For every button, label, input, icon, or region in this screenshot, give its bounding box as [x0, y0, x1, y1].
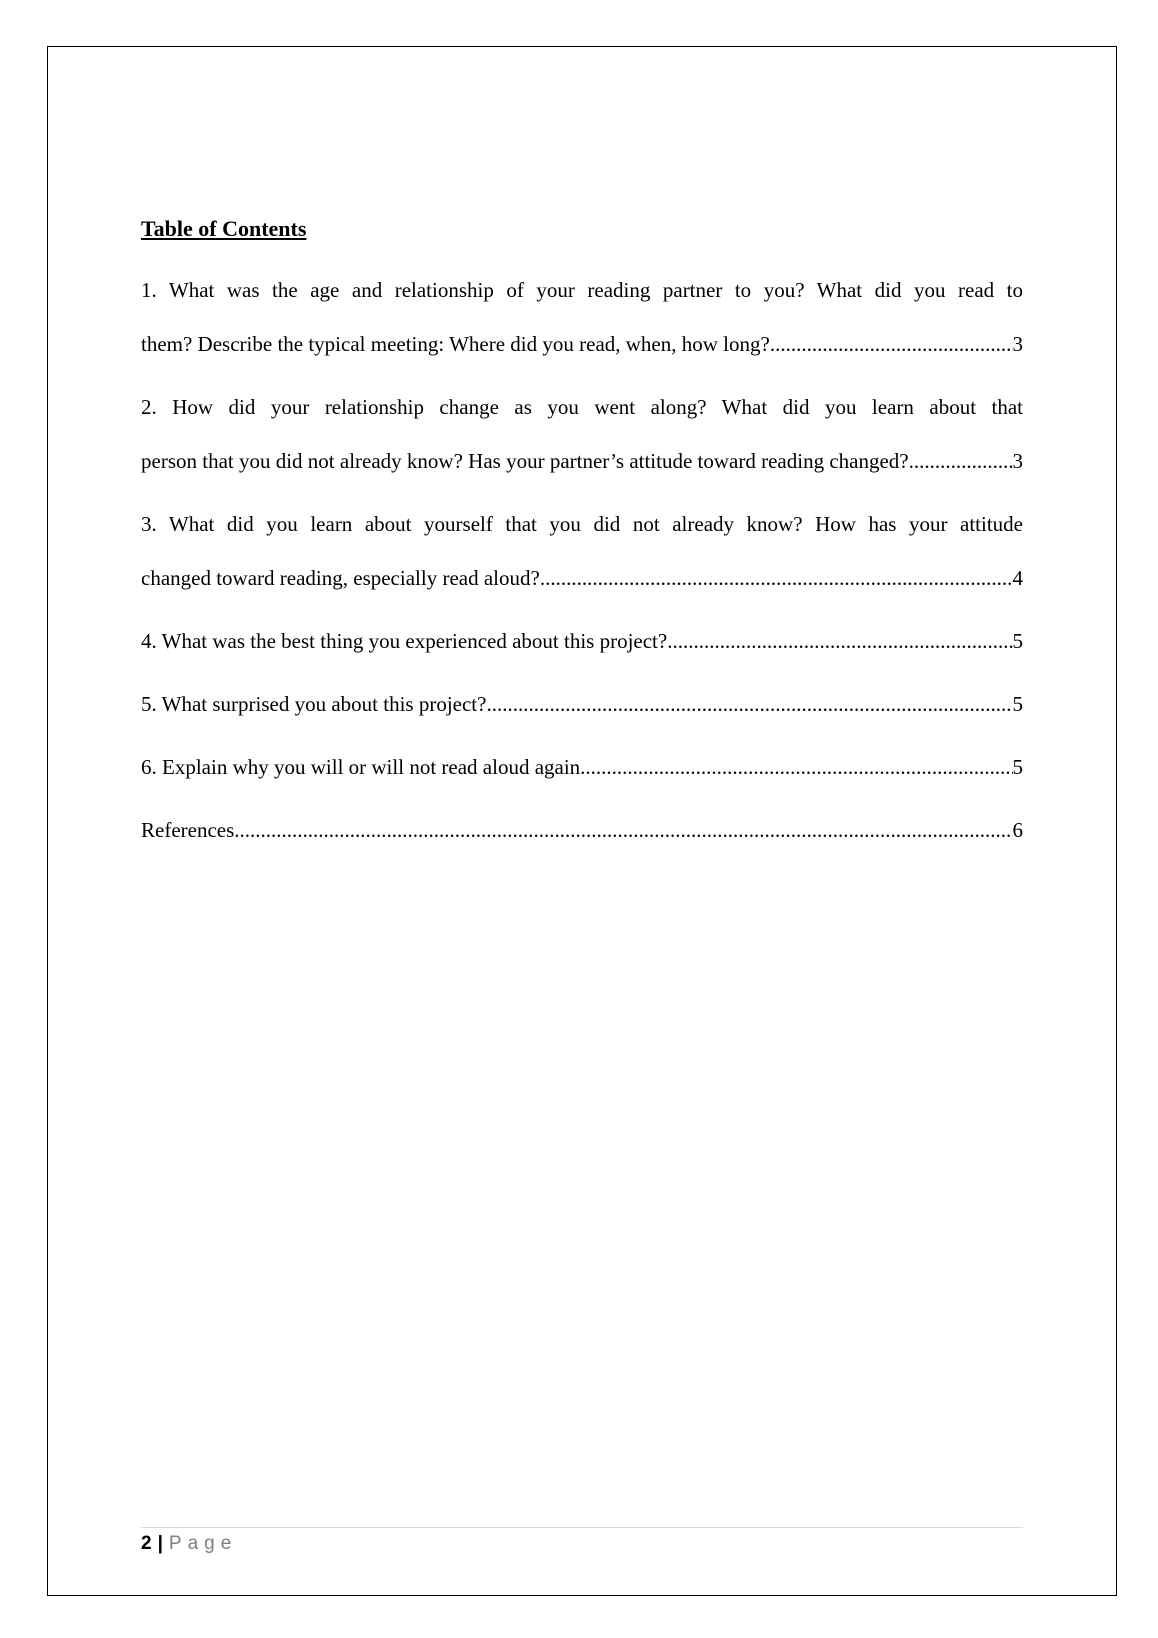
footer-separator: |	[157, 1533, 163, 1554]
toc-entry-4-page: 5	[1012, 629, 1023, 653]
toc-entry-2-line-1: 2. How did your relationship change as you went along? What did you learn about that	[141, 395, 1023, 419]
toc-entry-3-line-1: 3. What did you learn about yourself that you did not already know? How has your attitude	[141, 512, 1023, 536]
toc-leader-dots	[540, 551, 1013, 605]
toc-leader-dots	[909, 434, 1013, 488]
table-of-contents	[141, 215, 1023, 866]
toc-entry-6-text: 6. Explain why you will or will not read aloud again.	[141, 755, 586, 779]
toc-leader-dots	[667, 614, 1012, 668]
toc-heading: Table of Contents	[141, 216, 307, 241]
toc-entry-3-page: 4	[1012, 566, 1023, 590]
toc-leader-dots	[585, 740, 1012, 794]
toc-entry-references[interactable]	[141, 803, 1023, 857]
toc-entry-5-text: 5. What surprised you about this project?	[141, 692, 487, 716]
toc-entry-4[interactable]	[141, 614, 1023, 668]
page-footer	[141, 1532, 237, 1556]
toc-leader-dots	[770, 317, 1013, 371]
footer-divider	[141, 1527, 1023, 1528]
toc-entry-2-page: 3	[1012, 449, 1023, 473]
toc-entry-2-line-2: person that you did not already know? Has your partner’s attitude toward reading changed?	[141, 449, 909, 473]
toc-entry-1-line-2: them? Describe the typical meeting: Where did you read, when, how long?	[141, 332, 770, 356]
toc-entry-3[interactable]	[141, 497, 1023, 605]
toc-entry-references-page: 6	[1012, 818, 1023, 842]
toc-entry-3-line-2: changed toward reading, especially read aloud?	[141, 566, 540, 590]
toc-entry-4-text: 4. What was the best thing you experienced about this project?	[141, 629, 668, 653]
toc-entry-5[interactable]	[141, 677, 1023, 731]
toc-entry-6-page: 5	[1012, 755, 1023, 779]
toc-entry-1[interactable]	[141, 263, 1023, 371]
toc-entry-1-page: 3	[1012, 332, 1023, 356]
toc-leader-dots	[486, 677, 1012, 731]
toc-entry-1-line-1: 1. What was the age and relationship of your reading partner to you? What did you read to	[141, 278, 1023, 302]
toc-leader-dots	[234, 803, 1012, 857]
footer-page-label: Page	[168, 1533, 238, 1554]
footer-page-number: 2	[141, 1533, 152, 1554]
toc-entry-references-text: References	[141, 818, 235, 842]
toc-entry-5-page: 5	[1012, 692, 1023, 716]
toc-entry-6[interactable]	[141, 740, 1023, 794]
toc-entry-2[interactable]	[141, 380, 1023, 488]
